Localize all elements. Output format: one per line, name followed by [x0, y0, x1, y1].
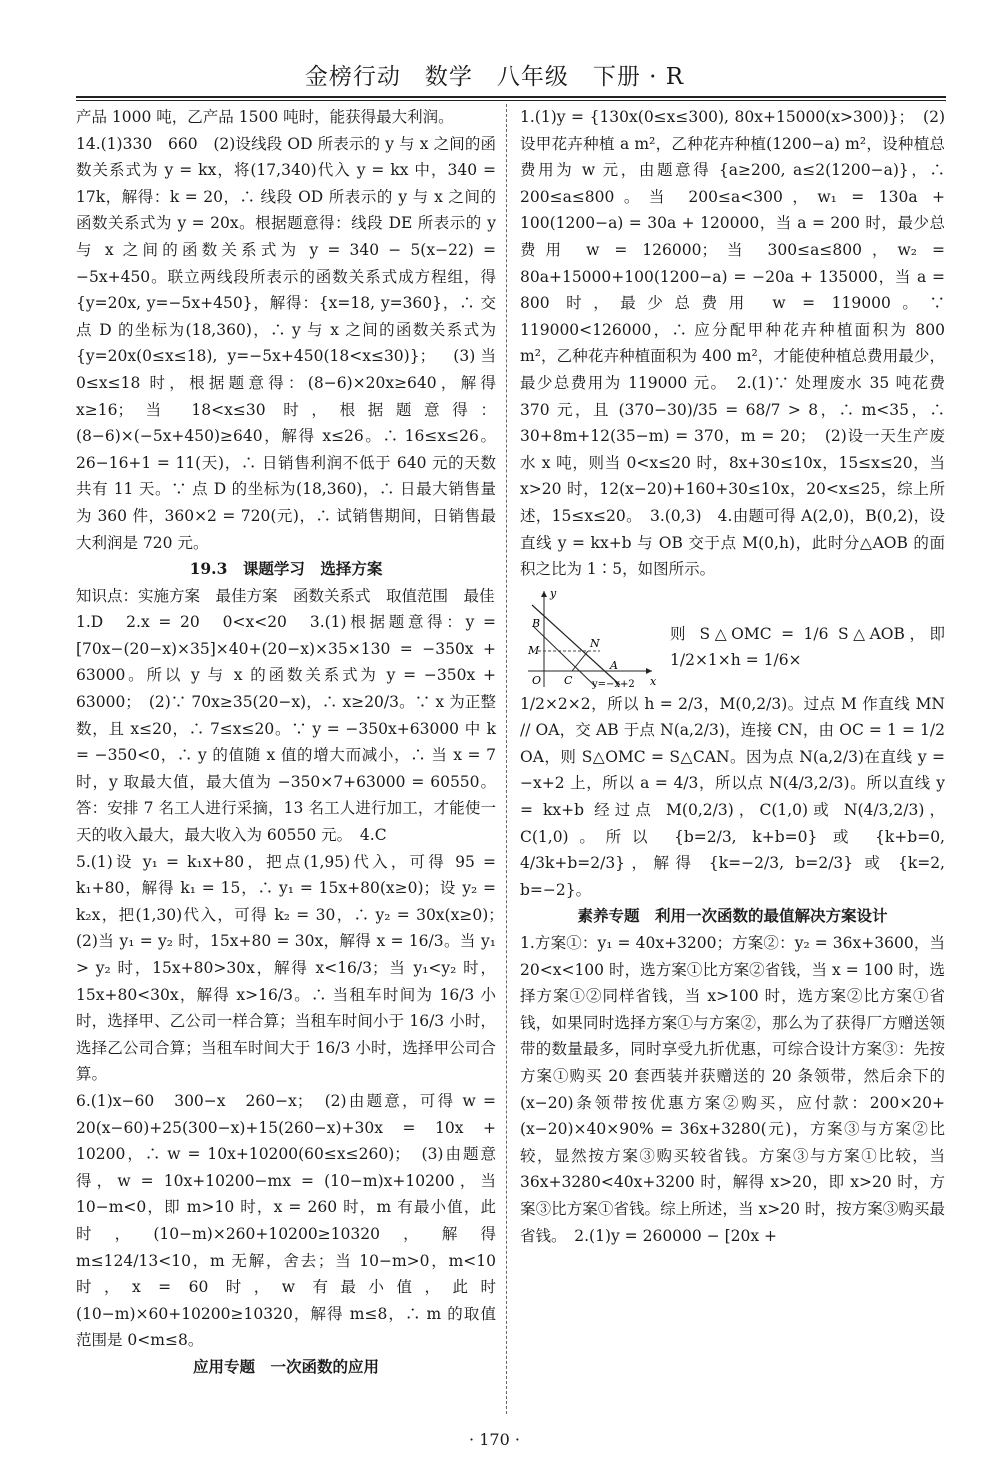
triangle-diagram: [520, 587, 660, 689]
running-header: 金榜行动 数学 八年级 下册 · R: [304, 64, 685, 90]
column-divider: [506, 104, 507, 1414]
answer-paragraph: 1.方案①：y₁ = 40x+3200；方案②：y₂ = 36x+3600，当 20<x<100 时，选方案①比方案②省钱，当 x = 100 时，选择方案①②同样省钱，当 x>100 时，选方案②比方案①省钱，如果同时选择方案①与方案②，那么为了获得厂方赠送领带的数量最多，同时享受九折优惠，可综合设计方案③：先按方案①购买 20 套西装并获赠送的 20 条领带，然后余下的(x−20)条领带按优惠方案②购买，应付款：200×20+(x−20)×40×90% = 36x+3280(元)，方案③与方案②比较，显然按方案③购买较省钱。方案③与方案①比较，当 36x+3280<40x+3200 时，解得 x>20，即 x>20 时，方案③比方案①省钱。综上所述，当 x>20 时，按方案③购买最省钱。 2.(1)y = 260000 − [20x +: [520, 934, 945, 1245]
point-label-m: M: [528, 643, 540, 657]
answer-paragraph: 1/2×2×2，所以 h = 2/3，M(0,2/3)。过点 M 作直线 MN // OA，交 AB 于点 N(a,2/3)，连接 CN，由 OC = 1 = 1/2 OA，则 S△OMC = S△CAN。因为点 N(a,2/3)在直线 y = −x+2 上，所以 a = 4/3，所以点 N(4/3,2/3)。所以直线 y = kx+b 经过点 M(0,2/3)，C(1,0)或 N(4/3,2/3)，C(1,0)。所以 {b=2/3, k+b=0} 或 {k+b=0, 4/3k+b=2/3}，解得 {k=−2/3, b=2/3} 或 {k=2, b=−2}。: [520, 694, 945, 899]
answer-paragraph: 产品 1000 吨，乙产品 1500 吨时，能获得最大利润。: [76, 108, 454, 126]
header-rule: [76, 96, 946, 101]
right-column: [520, 104, 945, 1420]
point-label-n: N: [590, 636, 600, 650]
point-label-b: B: [532, 616, 541, 630]
point-label-o: O: [532, 673, 542, 687]
section-title: 素养专题 利用一次函数的最值解决方案设计: [577, 906, 888, 926]
page-number: · 170 ·: [469, 1430, 520, 1449]
section-title: 19.3 课题学习 选择方案: [189, 559, 383, 579]
coordinate-figure: [520, 587, 945, 689]
knowledge-points: 知识点：实施方案 最佳方案 函数关系式 取值范围 最佳: [76, 586, 495, 605]
point-label-a: A: [610, 658, 618, 672]
answer-paragraph: 6.(1)x−60 300−x 260−x； (2)由题意，可得 w = 20(x−60)+25(300−x)+15(260−x)+30x = 10x + 10200，∴ w = 10x+10200(60≤x≤260)； (3)由题意得，w = 10x+10200−mx = (10−m)x+10200，当 10−m<0，即 m>10 时，x = 260 时，m 有最小值，此时，(10−m)×260+10200≥10320，解得 m≤124/13<10，m 无解，舍去；当 10−m>0，m<10 时，x = 60 时，w 有最小值，此时(10−m)×60+10200≥10320，解得 m≤8，∴ m 的取值范围是 0<m≤8。: [76, 1091, 496, 1350]
axis-label-y: y: [550, 586, 557, 600]
point-label-c: C: [564, 673, 573, 687]
answer-paragraph: 1.(1)y = {130x(0≤x≤300), 80x+15000(x>300)}； (2)设甲花卉种植 a m²，乙种花卉种植(1200−a) m²，设种植总费用为 w 元，由题意得 {a≥200, a≤2(1200−a)}，∴ 200≤a≤800。当 200≤a<300，w₁ = 130a + 100(1200−a) = 30a + 120000，当 a = 200 时，最少总费用 w = 126000；当 300≤a≤800，w₂ = 80a+15000+100(1200−a) = −20a + 135000，当 a = 800 时，最少总费用 w = 119000。∵ 119000<126000，∴ 应分配甲种花卉种植面积为 800 m²，乙种花卉种植面积为 400 m²，才能使种植总费用最少，最少总费用为 119000 元。 2.(1)∵ 处理废水 35 吨花费 370 元，且 (370−30)/35 = 68/7 > 8，∴ m<35，∴ 30+8m+12(35−m) = 370，m = 20； (2)设一天生产废水 x 吨，则当 0<x≤20 时，8x+30≤10x，15≤x≤20，当 x>20 时，12(x−20)+160+30≤10x，20<x≤25，综上所述，15≤x≤20。 3.(0,3) 4.由题可得 A(2,0)，B(0,2)，设直线 y = kx+b 与 OB 交于点 M(0,h)，此时分△AOB 的面积之比为 1∶5，如图所示。: [520, 108, 945, 579]
figure-caption-text: 则 S△OMC = 1/6 S△AOB，即 1/2×1×h = 1/6×: [670, 624, 945, 670]
line-label: y=−x+2: [592, 678, 635, 690]
section-title: 应用专题 一次函数的应用: [192, 1356, 379, 1376]
answer-paragraph: 14.(1)330 660 (2)设线段 OD 所表示的 y 与 x 之间的函数关系式为 y = kx，将(17,340)代入 y = kx 中，340 = 17k，解得：k = 20，∴ 线段 OD 所表示的 y 与 x 之间的函数关系式为 y = 20x。根据题意得：线段 DE 所表示的 y 与 x 之间的函数关系式为 y = 340 − 5(x−22) = −5x+450。联立两线段所表示的函数关系式成方程组，得 {y=20x, y=−5x+450}，解得：{x=18, y=360}，∴ 交点 D 的坐标为(18,360)，∴ y 与 x 之间的函数关系式为 {y=20x(0≤x≤18), y=−5x+450(18<x≤30)}； (3)当 0≤x≤18 时，根据题意得：(8−6)×20x≥640，解得 x≥16；当 18<x≤30 时，根据题意得：(8−6)×(−5x+450)≥640，解得 x≤26。∴ 16≤x≤26。26−16+1 = 11(天)，∴ 日销售利润不低于 640 元的天数共有 11 天。∵ 点 D 的坐标为(18,360)，∴ 日最大销售量为 360 件，360×2 = 720(元)，∴ 试销售期间，日销售最大利润是 720 元。: [76, 134, 496, 552]
left-column: [76, 104, 512, 1420]
axis-label-x: x: [650, 674, 657, 688]
answer-paragraph: 5.(1)设 y₁ = k₁x+80，把点(1,95)代入，可得 95 = k₁+80，解得 k₁ = 15，∴ y₁ = 15x+80(x≥0)；设 y₂ = k₂x，把(1,30)代入，可得 k₂ = 30，∴ y₂ = 30x(x≥0)； (2)当 y₁ = y₂ 时，15x+80 = 30x，解得 x = 16/3。当 y₁ > y₂ 时，15x+80>30x，解得 x<16/3；当 y₁<y₂ 时，15x+80<30x，解得 x>16/3。∴ 当租车时间为 16/3 小时，选择甲、乙公司一样合算；当租车时间小于 16/3 小时，选择乙公司合算；当租车时间大于 16/3 小时，选择甲公司合算。: [76, 852, 512, 1084]
answer-paragraph: 1.D 2.x = 20 0<x<20 3.(1)根据题意得：y = [70x−(20−x)×35]×40+(20−x)×35×130 = −350x + 63000。所以 y 与 x 的函数关系式为 y = −350x + 63000； (2)∵ 70x≥35(20−x)，∴ x≥20/3。∵ x 为正整数，且 x≤20，∴ 7≤x≤20。∵ y = −350x+63000 中 k = −350<0，∴ y 的值随 x 值的增大而减小，∴ 当 x = 7 时，y 取最大值，最大值为 −350×7+63000 = 60550。答：安排 7 名工人进行采摘，13 名工人进行加工，才能使一天的收入最大，最大收入为 60550 元。 4.C: [76, 613, 496, 845]
